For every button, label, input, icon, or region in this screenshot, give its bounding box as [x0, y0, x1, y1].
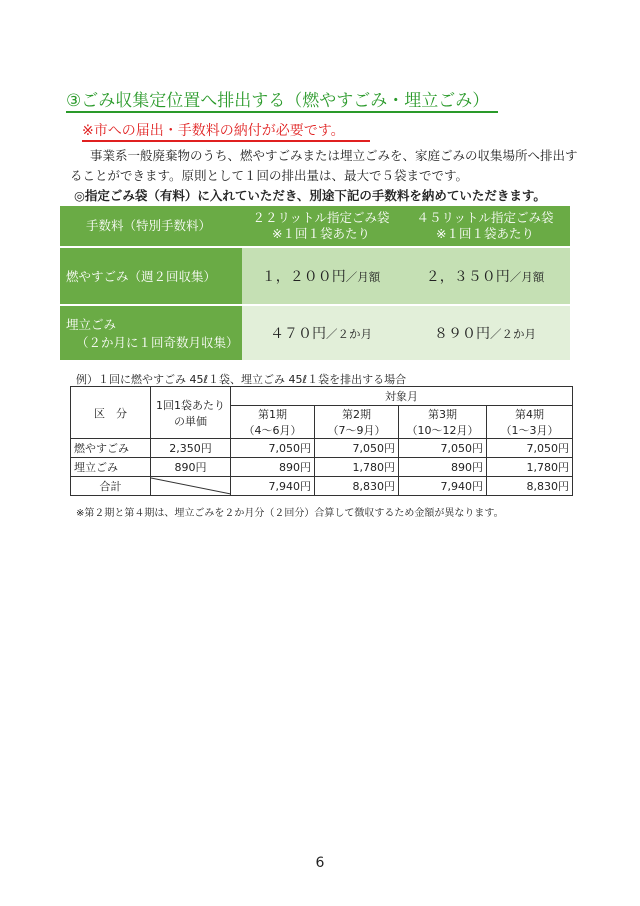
value-cell: 1,780円 [487, 458, 573, 477]
fee-row-label [60, 247, 242, 305]
fee-row-label-line2: （２か月に１回奇数月収集） [76, 335, 239, 350]
unit-price-cell: 2,350円 [151, 439, 231, 458]
fee-amount: ２，３５０円 [425, 269, 510, 285]
fee-row-landfill [60, 305, 570, 361]
footnote: ※第２期と第４期は、埋立ごみを２か月分（２回分）合算して徴収するため金額が異なります。 [76, 508, 504, 519]
period-header [399, 406, 487, 439]
example-caption: 例）１回に燃やすごみ 45ℓ１袋、埋立ごみ 45ℓ１袋を排出する場合 [76, 373, 407, 386]
value-cell: 890円 [399, 458, 487, 477]
fee-header-45l-title: ４５リットル指定ごみ袋 [416, 210, 554, 225]
period-months: （4～6月） [243, 424, 302, 437]
unit-price-header-line1: 1回1袋あたり [156, 398, 225, 412]
period-header [487, 406, 573, 439]
fee-unit: ／月額 [345, 270, 381, 284]
notice-underline [82, 140, 370, 142]
row-label: 燃やすごみ [71, 439, 151, 458]
page-number: 6 [315, 855, 325, 871]
fee-row-label [60, 305, 242, 361]
fee-amount: ４７０円 [270, 326, 326, 342]
fee-22l-value [242, 247, 400, 305]
fee-header-45l [400, 206, 570, 247]
fee-header-45l-note: ※１回１袋あたり [436, 226, 534, 241]
description-line-2: ることができます。原則として１回の排出量は、最大で５袋までです。 [70, 168, 469, 183]
fee-22l-value [242, 305, 400, 361]
unit-price-cell: 890円 [151, 458, 231, 477]
period-header [315, 406, 399, 439]
table-row [71, 458, 573, 477]
fee-header-22l-title: ２２リットル指定ごみ袋 [252, 210, 390, 225]
value-cell: 8,830円 [315, 477, 399, 496]
fee-header-22l [242, 206, 400, 247]
fee-row-label-line1: 埋立ごみ [66, 317, 117, 332]
value-cell: 8,830円 [487, 477, 573, 496]
fee-unit: ／月額 [509, 270, 545, 284]
unit-price-header-line2: の単価 [174, 414, 207, 428]
value-cell: 1,780円 [315, 458, 399, 477]
fee-table-header [60, 206, 570, 247]
period-header [231, 406, 315, 439]
period-months: （7～9月） [327, 424, 386, 437]
value-cell: 7,050円 [487, 439, 573, 458]
fee-unit: ／２か月 [326, 327, 372, 341]
example-table [70, 386, 573, 496]
unit-price-cell-slashed [151, 477, 231, 496]
period-months: （10～12月） [406, 424, 479, 437]
value-cell: 7,940円 [399, 477, 487, 496]
target-month-header: 対象月 [231, 387, 573, 406]
fee-amount: ８９０円 [434, 326, 490, 342]
row-label: 合計 [71, 477, 151, 496]
row-label: 埋立ごみ [71, 458, 151, 477]
example-header-row-1 [71, 387, 573, 406]
value-cell: 7,050円 [231, 439, 315, 458]
table-row [71, 439, 573, 458]
value-cell: 890円 [231, 458, 315, 477]
fee-header-label: 手数料（特別手数料） [60, 206, 242, 247]
description-line-1: 事業系一般廃棄物のうち、燃やすごみまたは埋立ごみを、家庭ごみの収集場所へ排出す [90, 148, 578, 163]
value-cell: 7,050円 [399, 439, 487, 458]
fee-45l-value [400, 247, 570, 305]
value-cell: 7,940円 [231, 477, 315, 496]
fee-amount: １，２００円 [261, 269, 346, 285]
section-title: ③ごみ収集定位置へ排出する（燃やすごみ・埋立ごみ） [66, 91, 490, 111]
fee-45l-value [400, 305, 570, 361]
example-category-header: 区 分 [71, 387, 151, 439]
table-row-total [71, 477, 573, 496]
fee-table [60, 206, 570, 362]
notice-text: ※市への届出・手数料の納付が必要です。 [82, 123, 345, 139]
title-underline [66, 111, 498, 113]
value-cell: 7,050円 [315, 439, 399, 458]
fee-header-22l-note: ※１回１袋あたり [272, 226, 370, 241]
period-name: 第4期 [515, 408, 544, 421]
fee-row-burnable [60, 247, 570, 305]
period-name: 第2期 [342, 408, 371, 421]
period-months: （1～3月） [500, 424, 559, 437]
fee-row-label-line1: 燃やすごみ（週２回収集） [66, 269, 217, 284]
fee-unit: ／２か月 [490, 327, 536, 341]
example-unit-price-header [151, 387, 231, 439]
diagonal-slash [151, 477, 231, 495]
period-name: 第1期 [258, 408, 287, 421]
bag-note: ◎指定ごみ袋（有料）に入れていただき、別途下記の手数料を納めていただきます。 [74, 188, 546, 203]
period-name: 第3期 [428, 408, 457, 421]
